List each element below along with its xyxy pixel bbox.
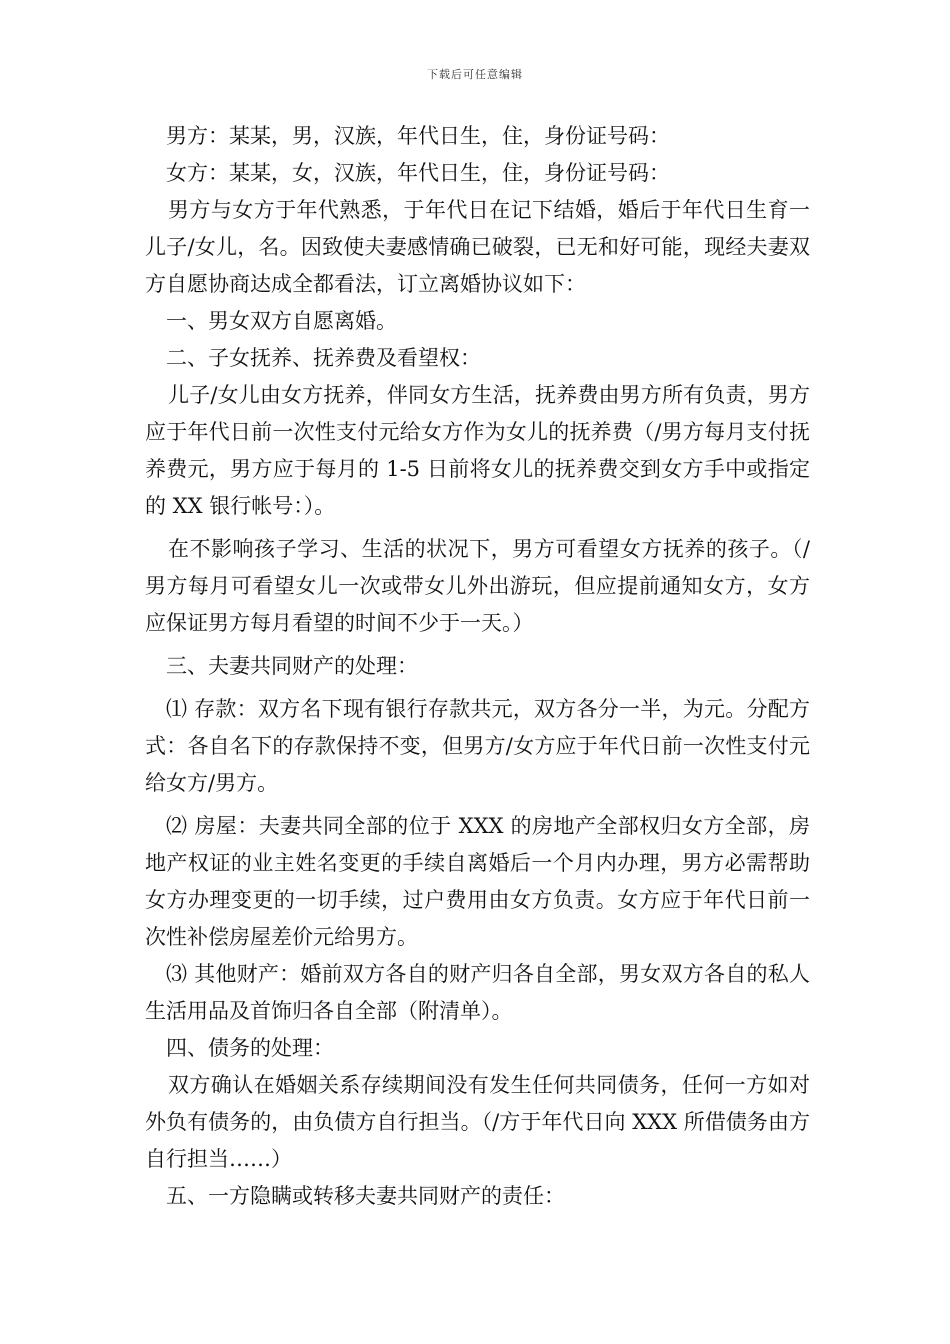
paragraph-male-party: 男方：某某，男，汉族，年代日生，住，身份证号码： — [166, 124, 670, 148]
section-heading-1: 一、男女双方自愿离婚。 — [166, 309, 397, 333]
paragraph-female-party: 女方：某某，女，汉族，年代日生，住，身份证号码： — [166, 161, 670, 185]
paragraph-visitation: 在不影响孩子学习、生活的状况下，男方可看望女方抚养的孩子。（/男方每月可看望女儿一次或带女儿外出游玩，但应提前通知女方，女方应保证男方每月看望的时间不少于一天。） — [145, 537, 810, 635]
section-heading-2: 二、子女抚养、抚养费及看望权： — [166, 346, 481, 370]
paragraph-savings: ⑴ 存款：双方名下现有银行存款共元，双方各分一半，为元。分配方式：各自名下的存款保持不变，但男方/女方应于年代日前一次性支付元给女方/男方。 — [145, 697, 810, 795]
section-heading-3: 三、夫妻共同财产的处理： — [166, 654, 418, 678]
paragraph-debts: 双方确认在婚姻关系存续期间没有发生任何共同债务，任何一方如对外负有债务的，由负债方自行担当。（/方于年代日向 XXX 所借债务由方自行担当……） — [145, 1073, 810, 1171]
paragraph-child-custody: 儿子/女儿由女方抚养，伴同女方生活，抚养费由男方所有负责，男方应于年代日前一次性支付元给女方作为女儿的抚养费（/男方每月支付抚养费元，男方应于每月的 1-5 日前将女儿的抚养费交到女方手中或指定的 XX 银行帐号：）。 — [145, 383, 810, 518]
paragraph-other-property: ⑶ 其他财产：婚前双方各自的财产归各自全部，男女双方各自的私人生活用品及首饰归各自全部（附清单）。 — [145, 962, 810, 1023]
section-heading-4: 四、债务的处理： — [166, 1036, 334, 1060]
document-body — [145, 118, 810, 1215]
header-note: 下载后可任意编辑 — [427, 68, 523, 81]
section-heading-5: 五、一方隐瞒或转移夫妻共同财产的责任： — [166, 1184, 565, 1208]
paragraph-background: 男方与女方于年代熟悉，于年代日在记下结婚，婚后于年代日生育一儿子/女儿，名。因致使夫妻感情确已破裂，已无和好可能，现经夫妻双方自愿协商达成全都看法，订立离婚协议如下： — [145, 198, 810, 296]
paragraph-house: ⑵ 房屋：夫妻共同全部的位于 XXX 的房地产全部权归女方全部，房地产权证的业主姓名变更的手续自离婚后一个月内办理，男方必需帮助女方办理变更的一切手续，过户费用由女方负责。女方应于年代日前一次性补偿房屋差价元给男方。 — [145, 814, 810, 949]
